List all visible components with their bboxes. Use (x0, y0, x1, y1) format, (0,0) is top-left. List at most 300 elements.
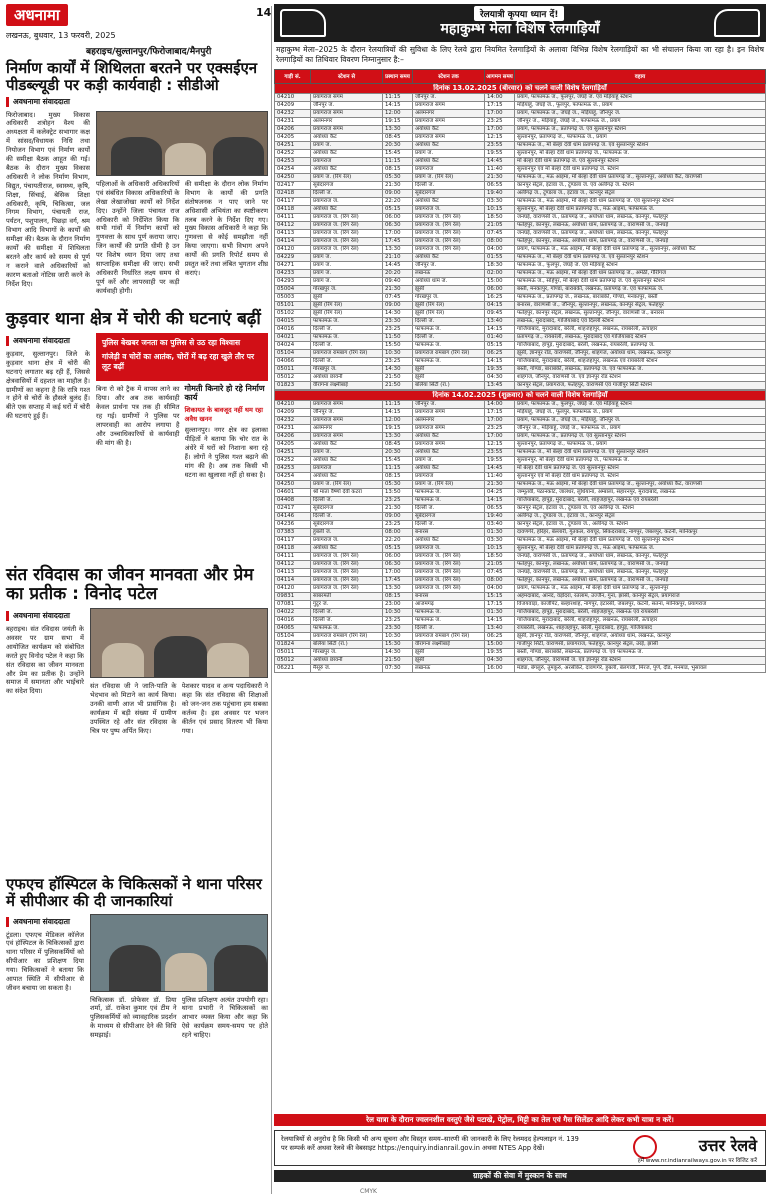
table-cell: 21:30 (383, 181, 413, 189)
table-cell: जौनपुर ज., मड़ियाहूं, जंघई ज., फाफामऊ ज., प्रयाग (515, 424, 766, 432)
table-cell: जनघई, वाराणसी ज., प्रतापगढ़ ज., अयोध्या धाम, लखनऊ, कानपुर, फतेहपुर (515, 229, 766, 237)
table-row (275, 496, 766, 504)
story-body-col: पेशकार यादव व अन्य पदाधिकारी ने कहा कि संत रविदास की शिक्षाओं को जन-जन तक पहुंचाना हम सबका कर्तव्य है। इस अवसर पर भजन कीर्तन एवं प्रसाद वितरण भी किया गया। (181, 682, 268, 735)
table-cell: 21:50 (383, 656, 413, 664)
table-cell: दिल्ली ज. (413, 317, 485, 325)
table-cell: 14:30 (383, 309, 413, 317)
table-cell: झूंसी (रिंग रेल) (311, 301, 383, 309)
table-cell: प्रयाग ज. (311, 253, 383, 261)
table-cell: फाफामऊ ज., मऊ आइमा, माँ बेल्हा देवी धाम प्रतापगढ़ ज., अमेठी, गौरीगंज (515, 269, 766, 277)
table-cell: 05011 (275, 365, 311, 373)
table-cell: प्रयागराज ज. (रिंग रेल) (413, 560, 485, 568)
table-cell: 13:30 (383, 432, 413, 440)
table-cell: अयोध्या कैंट (311, 440, 383, 448)
table-cell: 14:00 (485, 93, 515, 101)
table-cell: 04118 (275, 205, 311, 213)
table-cell: फाफामऊ ज., प्रतापगढ़ ज., लखनऊ, बाराबंकी, गोण्डा, मनकापुर, बस्ती (515, 293, 766, 301)
table-cell: 17:00 (485, 125, 515, 133)
table-cell: फाफामऊ ज., माँ बेल्हा देवी धाम प्रतापगढ़ ज. एवं सुल्तानपुर स्टेशन (515, 141, 766, 149)
table-cell: 04229 (275, 253, 311, 261)
table-cell: 17:00 (485, 416, 515, 424)
table-cell: अयोध्या कैंट (413, 253, 485, 261)
table-cell: झूंसी (311, 293, 383, 301)
table-cell: 04112 (275, 221, 311, 229)
table-cell: 02417 (275, 181, 311, 189)
table-cell: 08:00 (383, 528, 413, 536)
table-cell: कानपुर सेंट्रल, इटावा ज., टूण्डला ज. एवं अलीगढ़ ज. स्टेशन (515, 504, 766, 512)
table-cell: 23:55 (485, 448, 515, 456)
table-row (275, 197, 766, 205)
print-mark: CMYK (360, 1188, 377, 1195)
table-row (275, 221, 766, 229)
column-header: आगमन समय (485, 69, 515, 83)
table-cell: 04205 (275, 133, 311, 141)
page-number: 14 (256, 6, 272, 19)
table-cell: फाफामऊ ज., माँ बेल्हा देवी धाम प्रतापगढ़ ज. एवं सुल्तानपुर स्टेशन (515, 448, 766, 456)
table-cell: 13:40 (485, 317, 515, 325)
table-cell: 04016 (275, 325, 311, 333)
table-cell: 06:00 (485, 285, 515, 293)
table-cell: 04253 (275, 464, 311, 472)
table-row (275, 373, 766, 381)
table-row (275, 237, 766, 245)
table-cell: गोरखपुर ज. (413, 293, 485, 301)
table-cell: 04111 (275, 213, 311, 221)
date-section-bar: दिनांक 13.02.2025 (बीरवार) को चलने वाली विशेष रेलगाड़ियाँ (275, 83, 766, 93)
table-cell: 05104 (275, 632, 311, 640)
table-cell: 04118 (275, 544, 311, 552)
table-cell: झूंसी, ज्ञानपुर रोड, वाराणसी, जौनपुर, शाहगंज, अयोध्या धाम, लखनऊ, कानपुर (515, 349, 766, 357)
table-cell: 04066 (275, 357, 311, 365)
table-cell: 21:30 (383, 504, 413, 512)
table-cell: प्रयागराज ज. (रिंग रेल) (311, 568, 383, 576)
attention-label: रेलयात्री कृपया ध्यान दें! (474, 6, 564, 21)
table-cell: 17:15 (485, 101, 515, 109)
table-cell: प्रयाग, फाफामऊ ज., प्रतापगढ़ ज. एवं सुल्तानपुर स्टेशन (515, 125, 766, 133)
railway-brand: उत्तर रेलवे (698, 1136, 757, 1155)
table-cell: प्रयाग ज. (रिंग रेल) (311, 480, 383, 488)
table-cell: 17:45 (383, 576, 413, 584)
table-cell: 23:25 (383, 616, 413, 624)
table-cell: लखनऊ (413, 664, 485, 672)
table-row (275, 93, 766, 101)
table-row (275, 416, 766, 424)
table-cell: 08:45 (383, 133, 413, 141)
table-cell: फतेहपुर, कानपुर, लखनऊ, अयोध्या धाम, प्रतापगढ़ ज., वाराणसी ज., जनघई (515, 576, 766, 584)
column-header: गाड़ी सं. (275, 69, 311, 83)
table-cell: 04117 (275, 536, 311, 544)
table-row (275, 141, 766, 149)
table-cell: झूंसी (रिंग रेल) (413, 309, 485, 317)
table-cell: प्रयागराज रामबाग (रिंग रेल) (413, 349, 485, 357)
table-cell: 04236 (275, 520, 311, 528)
table-cell: 05:15 (383, 205, 413, 213)
table-row (275, 253, 766, 261)
table-cell: 23:30 (383, 624, 413, 632)
table-cell: 17:00 (383, 229, 413, 237)
table-cell: 12:00 (383, 109, 413, 117)
table-cell: प्रयागराज ज. (रिंग रेल) (311, 245, 383, 253)
table-cell: प्रयागराज संगम (311, 109, 383, 117)
table-cell: 19:55 (485, 149, 515, 157)
table-cell: प्रयागराज ज. (रिंग रेल) (413, 552, 485, 560)
table-cell: 04113 (275, 229, 311, 237)
table-cell: 04065 (275, 624, 311, 632)
table-cell: प्रयाग ज. (413, 456, 485, 464)
table-cell: फाफामऊ ज. (413, 341, 485, 349)
table-cell: गुंटूर ज. (311, 600, 383, 608)
table-cell: वीरांगना लक्ष्मीबाई (413, 640, 485, 648)
table-cell: जौनपुर ज. (413, 93, 485, 101)
mini-headline: गोमती किनारे हो रहे निर्माण कार्य (184, 384, 265, 403)
table-cell: मंड्या, बेंगलुरु, तुमकुरु, अरसीकेरे, दावणगेरे, हुबली, बेलगावी, मिरज, पुणे, दौंड, मनमाड, भुसावल (515, 664, 766, 672)
table-cell: 22:20 (383, 197, 413, 205)
table-row (275, 448, 766, 456)
table-row (275, 205, 766, 213)
story-body-col: टूंडला। एफएच मेडिकल कॉलेज एवं हॉस्पिटल के चिकित्सकों द्वारा थाना परिसर में पुलिसकर्मियों को सीपीआर का प्रशिक्षण दिया गया। चिकित्सकों ने बताया कि आपात स्थिति में सीपीआर से जीवन बचाया जा सकता है। (6, 930, 84, 992)
table-cell: फाफामऊ ज. (413, 488, 485, 496)
byline: अवधनामा संवाददाता (6, 611, 84, 621)
table-cell: 04293 (275, 277, 311, 285)
table-cell: शाहगंज, जौनपुर, वाराणसी ज. एवं ज्ञानपुर रोड स्टेशन (515, 656, 766, 664)
table-cell: 04024 (275, 341, 311, 349)
pullquote-box (96, 333, 268, 381)
table-row (275, 568, 766, 576)
table-cell: 06:00 (383, 213, 413, 221)
table-cell: 04252 (275, 149, 311, 157)
table-cell: 04015 (275, 317, 311, 325)
table-cell: प्रयाग ज. (311, 448, 383, 456)
table-cell: फाफामऊ ज., मऊ आइमा, माँ बेल्हा देवी धाम प्रतापगढ़ ज., सुल्तानपुर, अयोध्या कैंट, वाराणसी (515, 480, 766, 488)
table-cell: फाफामऊ ज., फूलपुर, जंघई ज. एवं मड़ियाहूं स्टेशन (515, 261, 766, 269)
table-cell: 14:30 (383, 365, 413, 373)
table-cell: अयोध्या कैंट (413, 536, 485, 544)
table-cell: 13:30 (383, 125, 413, 133)
table-cell: प्रयागराज संगम (413, 424, 485, 432)
story-body-col: बिना रो को ट्रैक में वापस लाने का दिया। और अब तक कार्यवाही केवल प्रार्थना पत्र तक ही सीमित रह गई। ग्रामीणों ने पुलिस पर लापरवाही का आरोप लगाया है और उच्चाधिकारियों से कार्यवाही की मांग की है। (96, 385, 180, 447)
table-cell: जौनपुर ज., मड़ियाहूं, जंघई ज., फाफामऊ ज., प्रयाग (515, 117, 766, 125)
table-cell: 14:45 (485, 157, 515, 165)
table-cell: 20:30 (383, 141, 413, 149)
table-cell: सूबेदारगंज (413, 512, 485, 520)
table-cell: अयोध्या कैंट (413, 125, 485, 133)
table-cell: प्रयाग, फाफामऊ ज., मऊ आइमा, माँ बेल्हा देवी धाम प्रतापगढ़ ज., सुल्तानपुर (515, 584, 766, 592)
table-cell: 01824 (275, 640, 311, 648)
table-cell: 05004 (275, 285, 311, 293)
table-cell: 13:45 (485, 381, 515, 389)
table-cell: जौनपुर ज. (413, 261, 485, 269)
event-photo (90, 608, 268, 678)
table-cell: दिल्ली ज. (311, 325, 383, 333)
table-row (275, 528, 766, 536)
table-cell: 04231 (275, 424, 311, 432)
table-cell: वीरांगना लक्ष्मीबाई (311, 381, 383, 389)
story-body-col: की समीक्षा के दौरान लोक निर्माण विभाग के कार्यों की प्रगति संतोषजनक न पाए जाने पर अधिशासी अभियंता का स्पष्टीकरण तलब करने के निर्देश दिए गए। मुख्य विकास अधिकारी ने कहा कि गुणवत्ता से कोई समझौता नहीं किया जाएगा। सभी विभाग अपने कार्यों की प्रगति रिपोर्ट समय से प्रस्तुत करें तथा लंबित भुगतान शीघ्र कराएं। (184, 180, 268, 277)
table-cell: 01:30 (485, 608, 515, 616)
dateline: लखनऊ, बुधवार, 13 फरवरी, 2025 (6, 31, 116, 40)
training-photo (90, 914, 268, 992)
table-cell: जम्मूतवी, पठानकोट, जालंधर, लुधियाना, अम्बाला, सहारनपुर, मुरादाबाद, लखनऊ (515, 488, 766, 496)
table-cell: 11:40 (485, 472, 515, 480)
service-tagline: ग्राहकों की सेवा में मुस्कान के साथ (274, 1170, 766, 1182)
table-cell: प्रयागराज ज. (413, 544, 485, 552)
table-row (275, 333, 766, 341)
table-cell: 17:00 (383, 568, 413, 576)
table-row (275, 400, 766, 408)
table-cell: बस्ती, मनकापुर, गोण्डा, बाराबंकी, लखनऊ, प्रतापगढ़ ज. एवं फाफामऊ ज. (515, 285, 766, 293)
masthead (6, 4, 272, 44)
table-cell: 21:50 (383, 381, 413, 389)
table-cell: अलमनगर (311, 117, 383, 125)
table-cell: दिल्ली ज. (311, 608, 383, 616)
table-cell: सूबेदारगंज (311, 504, 383, 512)
table-row (275, 464, 766, 472)
table-cell: लखनऊ, मुरादाबाद, गाजियाबाद एवं दिल्ली स्टेशन (515, 317, 766, 325)
table-cell: अयोध्या धाम ज. (413, 277, 485, 285)
table-cell: 06:55 (485, 181, 515, 189)
story-headline: निर्माण कार्यों में शिथिलता बरतने पर एक्सईएन पीडब्ल्यूडी पर कड़ी कार्यवाही : सीडीओ (6, 59, 258, 94)
table-row (275, 576, 766, 584)
table-cell: 04:00 (485, 245, 515, 253)
table-cell: प्रयाग ज. (रिंग रेल) (413, 173, 485, 181)
table-cell: 05:30 (383, 173, 413, 181)
table-row (275, 632, 766, 640)
table-cell: 15:00 (485, 277, 515, 285)
table-row (275, 600, 766, 608)
story-body-col: सुल्तानपुर। नगर क्षेत्र का इलाका पीड़ितों ने बताया कि चोर रात के अंधेरे में घरों को निशाना बना रहे हैं। लोगों ने पुलिस गश्त बढ़ाने की मांग की है। अब तक किसी भी घटना का खुलासा नहीं हो सका है। (184, 426, 268, 479)
table-cell: 19:40 (485, 512, 515, 520)
table-cell: फतेहपुर, कानपुर, लखनऊ, अयोध्या धाम, प्रतापगढ़ ज., वाराणसी ज., जनघई (515, 221, 766, 229)
table-cell: 04251 (275, 448, 311, 456)
table-cell: 04117 (275, 197, 311, 205)
table-cell: प्रयागराज (311, 157, 383, 165)
table-cell: प्रयागराज ज. (रिंग रेल) (413, 221, 485, 229)
pullquote-line: पुलिस बेखबर जनता का पुलिस से उठ रहा विश्वास (102, 338, 241, 348)
table-row (275, 648, 766, 656)
railway-contact-box (274, 1130, 766, 1166)
table-row (275, 125, 766, 133)
story-headline: एफएच हॉस्पिटल के चिकित्सकों ने थाना परिसर में सीपीआर की दी जानकारियां (6, 875, 262, 910)
table-cell: 06:00 (383, 552, 413, 560)
table-cell: 04252 (275, 456, 311, 464)
table-cell: प्रयागराज रामबाग (रिंग रेल) (311, 632, 383, 640)
table-cell: 18:50 (485, 213, 515, 221)
table-cell: 15:30 (383, 640, 413, 648)
table-cell: 06:25 (485, 349, 515, 357)
table-cell: गाजियाबाद, मुरादाबाद, बरेली, शाहजहांपुर, लखनऊ एवं रायबरेली स्टेशन (515, 357, 766, 365)
table-row (275, 309, 766, 317)
table-cell: 13:30 (383, 245, 413, 253)
table-cell: अयोध्या कैंट (311, 205, 383, 213)
table-cell: प्रयागराज संगम (311, 416, 383, 424)
table-row (275, 640, 766, 648)
table-cell: 04601 (275, 488, 311, 496)
table-cell: गाजियाबाद, हापुड़, मुरादाबाद, बरेली, शाहजहांपुर, लखनऊ एवं रायबरेली (515, 496, 766, 504)
table-cell: 04253 (275, 157, 311, 165)
table-cell: 09:40 (383, 277, 413, 285)
story-pwd (6, 60, 268, 300)
table-row (275, 424, 766, 432)
table-cell: फतेहपुर, कानपुर, लखनऊ, अयोध्या धाम, प्रतापगढ़ ज., वाराणसी ज., जनघई (515, 237, 766, 245)
table-cell: 04021 (275, 333, 311, 341)
table-cell: 04232 (275, 109, 311, 117)
table-cell: 14:15 (383, 408, 413, 416)
table-cell: दिल्ली ज. (311, 496, 383, 504)
table-cell: सुल्तानपुर एवं माँ बेल्हा देवी धाम प्रतापगढ़ ज. स्टेशन (515, 472, 766, 480)
table-cell: 04250 (275, 173, 311, 181)
table-cell: सूबेदारगंज (413, 189, 485, 197)
table-row (275, 165, 766, 173)
table-cell: गाजियाबाद, हापुड़, मुरादाबाद, बरेली, लखनऊ, रायबरेली, प्रतापगढ़ ज. (515, 341, 766, 349)
table-cell: 06:30 (383, 560, 413, 568)
table-cell: प्रयागराज ज. (रिंग रेल) (311, 229, 383, 237)
table-cell: दिल्ली ज. (311, 189, 383, 197)
table-cell: 23:25 (383, 357, 413, 365)
byline: अवधनामा संवाददाता (6, 917, 84, 927)
table-row (275, 520, 766, 528)
table-row (275, 341, 766, 349)
table-row (275, 349, 766, 357)
table-cell: आजमगढ़ (413, 600, 485, 608)
table-cell: अलमनगर (413, 109, 485, 117)
table-cell: अयोध्या कैंट (413, 197, 485, 205)
safety-notice: रेल यात्रा के दौरान ज्वलनशील वस्तुएं जैसे पटाखे, पेट्रोल, मिट्टी का तेल एवं गैस सिलेंडर आदि लेकर कभी यात्रा न करें। (274, 1114, 766, 1126)
table-cell: 05012 (275, 656, 311, 664)
table-row (275, 512, 766, 520)
table-cell: 18:30 (485, 261, 515, 269)
table-cell: प्रयाग ज. (रिंग रेल) (413, 480, 485, 488)
table-cell: फाफामऊ ज., सोहेपुर, माँ बेल्हा देवी धाम प्रतापगढ़ ज. एवं सुल्तानपुर स्टेशन (515, 277, 766, 285)
table-cell: 04120 (275, 245, 311, 253)
story-body-col: चिकित्सक डॉ. प्रोफेसर डॉ. प्रिया शर्मा, डॉ. राकेश कुमार एवं टीम ने पुलिसकर्मियों को व्यावहारिक प्रदर्शन के माध्यम से सीपीआर देने की विधि समझाई। (90, 995, 177, 1040)
table-cell: 05104 (275, 349, 311, 357)
table-cell: 04233 (275, 269, 311, 277)
table-cell: प्रयागराज ज. (रिंग रेल) (413, 584, 485, 592)
table-cell: प्रयाग ज. (311, 261, 383, 269)
table-cell: प्रयागराज ज. (रिंग रेल) (413, 576, 485, 584)
table-cell: झूंसी (413, 373, 485, 381)
table-cell: 04:15 (485, 301, 515, 309)
table-cell: अयोध्या कैंट (413, 464, 485, 472)
table-cell: 09:00 (383, 301, 413, 309)
table-cell: दिल्ली ज. (311, 512, 383, 520)
table-cell: फाफामऊ ज., मऊ आइमा, माँ बेल्हा देवी धाम प्रतापगढ़ ज. एवं सुल्तानपुर स्टेशन (515, 197, 766, 205)
story-headline: संत रविदास का जीवन मानवता और प्रेम का प्रतीक : विनोद पटेल (6, 565, 254, 605)
table-cell: 17:45 (383, 237, 413, 245)
table-cell: जनघई, वाराणसी ज., प्रतापगढ़ ज., अयोध्या धाम, लखनऊ, कानपुर, फतेहपुर (515, 568, 766, 576)
table-cell: हुबली ज. (311, 528, 383, 536)
table-cell: प्रयाग, फाफामऊ ज., फूलपुर, जंघई ज. एवं मड़ियाहूं स्टेशन (515, 93, 766, 101)
table-cell: अयोध्या कैंट (413, 448, 485, 456)
table-cell: प्रयाग, फाफामऊ ज., फूलपुर, जंघई ज. एवं मड़ियाहूं स्टेशन (515, 400, 766, 408)
table-cell: 23:00 (383, 600, 413, 608)
table-row (275, 261, 766, 269)
story-body-col: संत रविदास जी ने जाति-पाति के भेदभाव को मिटाने का कार्य किया। उनकी वाणी आज भी प्रासंगिक है। कार्यक्रम में बड़ी संख्या में ग्रामीण उपस्थित रहे और संत रविदास के चित्र पर पुष्प अर्पित किए। (90, 682, 177, 735)
table-cell: प्रयाग, फाफामऊ ज., प्रतापगढ़ ज. एवं सुल्तानपुर स्टेशन (515, 432, 766, 440)
table-row (275, 173, 766, 181)
byline: अवधनामा संवाददाता (6, 336, 90, 346)
column-divider (271, 6, 272, 1194)
table-cell: 14:15 (383, 101, 413, 109)
table-cell: 17:00 (485, 109, 515, 117)
table-cell: जौनपुर ज. (413, 400, 485, 408)
table-cell: प्रयाग ज. (रिंग रेल) (311, 173, 383, 181)
table-cell: 07:30 (383, 664, 413, 672)
table-row (275, 277, 766, 285)
table-cell: अलमनगर (311, 424, 383, 432)
table-row (275, 432, 766, 440)
table-row (275, 229, 766, 237)
table-cell: 15:15 (485, 592, 515, 600)
table-cell: बलिया सिटी (रा.) (311, 640, 383, 648)
table-row (275, 245, 766, 253)
table-cell: 04209 (275, 408, 311, 416)
table-cell: 04111 (275, 552, 311, 560)
table-cell: अयोध्या कैंट (413, 157, 485, 165)
table-row (275, 608, 766, 616)
table-cell: बनारस (413, 528, 485, 536)
table-cell: 23:25 (485, 424, 515, 432)
table-row (275, 189, 766, 197)
table-row (275, 544, 766, 552)
table-cell: प्रयाग, फाफामऊ ज., जंघई ज., मड़ियाहूं, जौनपुर ज. (515, 109, 766, 117)
table-cell: 02:00 (485, 269, 515, 277)
table-cell: 22:20 (383, 536, 413, 544)
table-cell: 10:30 (383, 349, 413, 357)
table-cell: 05:15 (383, 544, 413, 552)
table-cell: 05012 (275, 373, 311, 381)
table-row (275, 109, 766, 117)
table-cell: 04254 (275, 165, 311, 173)
table-cell: 08:15 (383, 472, 413, 480)
table-cell: झूंसी (413, 365, 485, 373)
ad-intro: महाकुम्भ मेला–2025 के दौरान रेलयात्रियों की सुविधा के लिए रेलवे द्वारा नियमित रेलगाड़ियों के अलावा विभिन्न विशेष रेलगाड़ियों का भी संचालन किया जा रहा है। इन विशेष रेलगाड़ियों का तिथिवार विवरण निम्नानुसार है:– (276, 45, 764, 65)
table-cell: प्रयागराज ज. (रिंग रेल) (413, 568, 485, 576)
table-cell: 03:40 (485, 520, 515, 528)
table-cell: 07:45 (485, 229, 515, 237)
table-cell: 04:30 (485, 656, 515, 664)
table-cell: 14:00 (485, 400, 515, 408)
table-cell: प्रयागराज संगम (413, 101, 485, 109)
table-cell: 04206 (275, 125, 311, 133)
table-cell: प्रयागराज संगम (311, 125, 383, 133)
table-cell: 04210 (275, 93, 311, 101)
table-cell: फाफामऊ ज. (413, 357, 485, 365)
table-cell: प्रयागराज ज. (रिंग रेल) (311, 213, 383, 221)
table-cell: गोरखपुर ज. (311, 365, 383, 373)
date-section-bar: दिनांक 14.02.2025 (शुक्रवार) को चलने वाली विशेष रेलगाड़ियाँ (275, 390, 766, 400)
table-row (275, 560, 766, 568)
table-cell: प्रयाग, फाफामऊ ज., मऊ आइमा, माँ बेल्हा देवी धाम प्रतापगढ़ ज., सुल्तानपुर, अयोध्या कैंट (515, 245, 766, 253)
table-cell: 23:25 (383, 325, 413, 333)
table-cell: 08:15 (383, 165, 413, 173)
newspaper-logo: अधनामा (6, 4, 68, 26)
table-cell: फाफामऊ ज. (413, 616, 485, 624)
table-cell: 07081 (275, 600, 311, 608)
table-cell: 16:25 (485, 293, 515, 301)
railway-website: हमें www.nr.indianrailways.gov.in पर विजिट करें (637, 1158, 757, 1164)
table-row (275, 381, 766, 389)
table-cell: 09:00 (383, 512, 413, 520)
table-cell: 23:30 (383, 317, 413, 325)
table-cell: 21:30 (485, 173, 515, 181)
table-cell: 19:15 (383, 117, 413, 125)
table-cell: 12:00 (383, 416, 413, 424)
table-cell: 04114 (275, 576, 311, 584)
table-cell: 01:55 (485, 253, 515, 261)
table-cell: 10:30 (383, 608, 413, 616)
table-cell: अयोध्या छावनी (311, 656, 383, 664)
